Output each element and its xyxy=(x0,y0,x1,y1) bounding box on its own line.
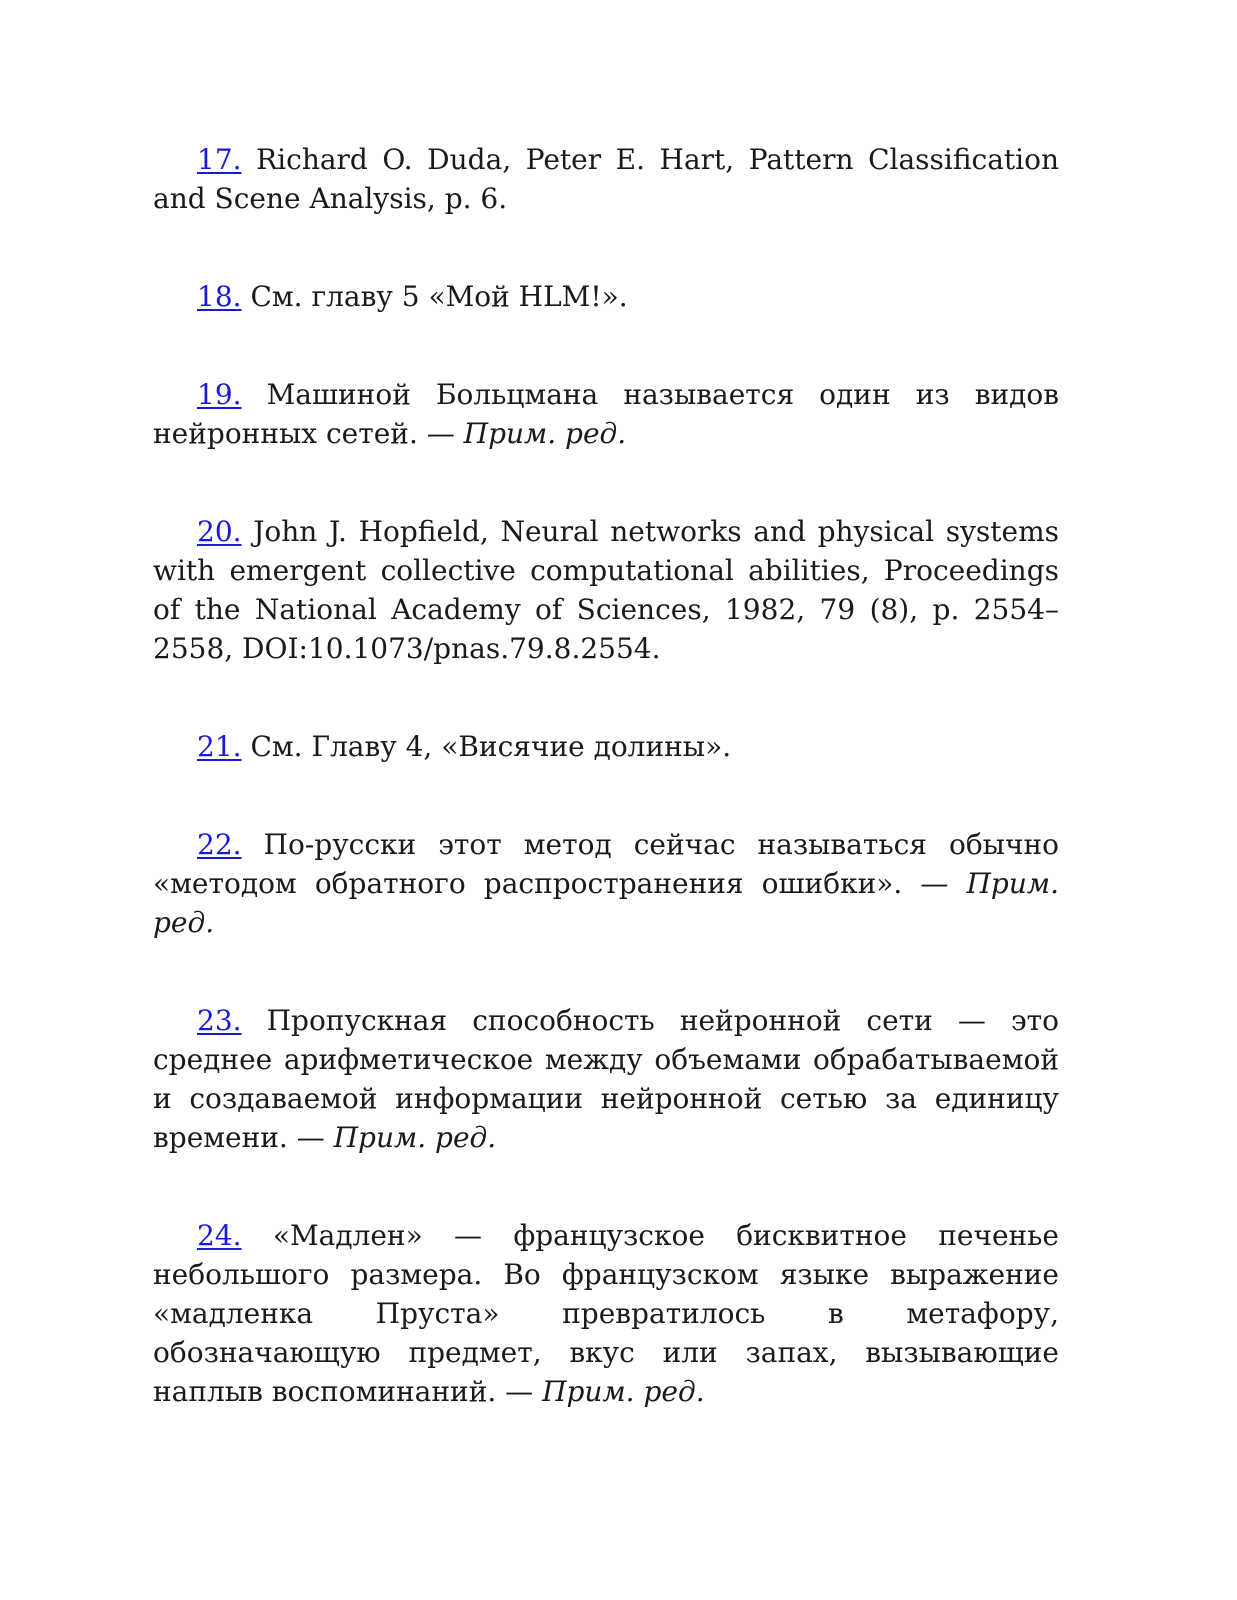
footnote-18 xyxy=(153,277,1059,316)
editor-note: Прим. ред. xyxy=(333,1121,497,1154)
footnote-link-21[interactable]: 21. xyxy=(197,730,242,763)
footnote-17 xyxy=(153,140,1059,218)
footnote-link-22[interactable]: 22. xyxy=(197,828,242,861)
footnote-20 xyxy=(153,512,1059,668)
footnote-text: См. главу 5 «Мой HLM!». xyxy=(250,280,628,313)
footnotes-page xyxy=(153,140,1059,1411)
footnote-text: Машиной Больцмана называется один из видов нейронных сетей. — xyxy=(153,378,1059,450)
footnote-link-18[interactable]: 18. xyxy=(197,280,242,313)
footnote-text: John J. Hopfield, Neural networks and physical systems with emergent collective computational abilities, Proceedings of the National Academy of Sciences, 1982, 79 (8), p. 2554–2558, DOI:10.1073/pnas.79.8.2554. xyxy=(153,515,1059,665)
footnote-text: Пропускная способность нейронной сети — это среднее арифметическое между объемами обрабатываемой и создаваемой информации нейронной сетью за единицу времени. — xyxy=(153,1004,1059,1154)
editor-note: Прим. ред. xyxy=(463,417,627,450)
footnote-19 xyxy=(153,375,1059,453)
footnote-link-19[interactable]: 19. xyxy=(197,378,242,411)
editor-note: Прим. ред. xyxy=(542,1375,705,1408)
editor-note: Прим. ред. xyxy=(153,867,1059,939)
footnote-22 xyxy=(153,825,1059,942)
footnote-link-24[interactable]: 24. xyxy=(197,1219,242,1252)
footnote-text: «Мадлен» — французское бисквитное печенье небольшого размера. Во французском языке выражение «мадленка Пруста» превратилось в метафору, обозначающую предмет, вкус или запах, вызывающие наплыв воспоминаний. — xyxy=(153,1219,1059,1408)
footnote-21 xyxy=(153,727,1059,766)
footnote-text: Richard O. Duda, Peter E. Hart, Pattern Classification and Scene Analysis, p. 6. xyxy=(153,143,1059,215)
footnote-23 xyxy=(153,1001,1059,1157)
footnote-link-23[interactable]: 23. xyxy=(197,1004,242,1037)
footnote-text: См. Главу 4, «Висячие долины». xyxy=(250,730,732,763)
footnote-text: По-русски этот метод сейчас называться обычно «методом обратного распространения ошибки». — xyxy=(153,828,1059,900)
footnote-24 xyxy=(153,1216,1059,1411)
footnote-link-20[interactable]: 20. xyxy=(197,515,242,548)
footnote-link-17[interactable]: 17. xyxy=(197,143,242,176)
